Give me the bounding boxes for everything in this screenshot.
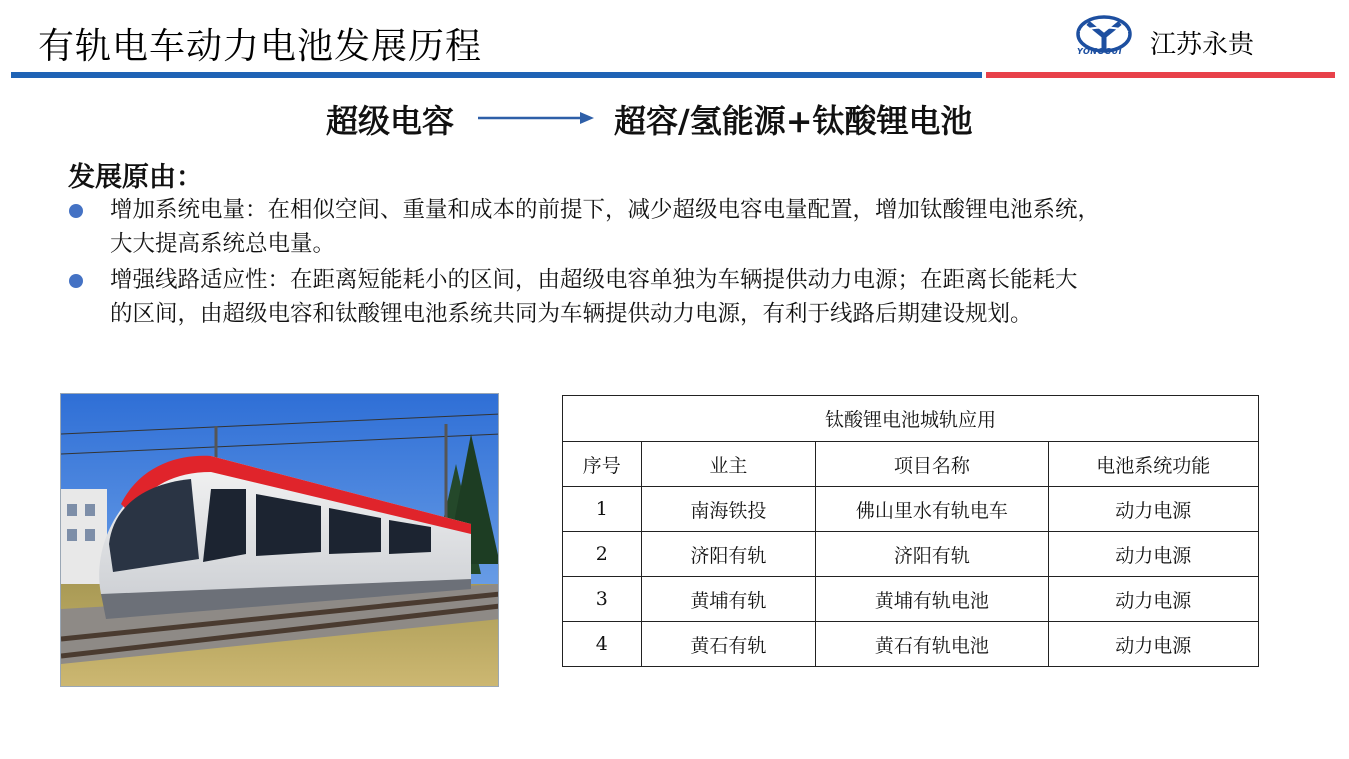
table-cell: 动力电源 [1048, 622, 1258, 667]
reason-item-2-line-2: 的区间，由超级电容和钛酸锂电池系统共同为车辆提供动力电源，有利于线路后期建设规划。 [110, 301, 1033, 327]
table-cell: 动力电源 [1048, 487, 1258, 532]
table-row [563, 622, 1259, 667]
table-cell: 济阳有轨 [816, 532, 1048, 577]
page-title: 有轨电车动力电池发展历程 [38, 26, 483, 67]
reason-item-2-line-1: 增强线路适应性：在距离短能耗小的区间，由超级电容单独为车辆提供动力电源；在距离长能耗大 [110, 267, 1078, 293]
bullet-dot-icon [69, 274, 83, 288]
column-header: 电池系统功能 [1048, 442, 1258, 487]
table-cell: 济阳有轨 [641, 532, 816, 577]
tram-photo [60, 393, 499, 687]
table-cell: 黄埔有轨 [641, 577, 816, 622]
title-underline-blue [11, 72, 982, 78]
table-cell: 3 [563, 577, 642, 622]
reasons-heading: 发展原由： [68, 162, 203, 193]
right-arrow-icon [478, 108, 594, 128]
table-cell: 1 [563, 487, 642, 532]
table-cell: 2 [563, 532, 642, 577]
table-row [563, 487, 1259, 532]
application-table [562, 395, 1259, 667]
bullet-dot-icon [69, 204, 83, 218]
flow-to: 超容/氢能源+钛酸锂电池 [614, 102, 973, 140]
title-underline-red [986, 72, 1335, 78]
table-cell: 黄石有轨电池 [816, 622, 1048, 667]
table-cell: 南海铁投 [641, 487, 816, 532]
column-header: 业主 [641, 442, 816, 487]
column-header: 序号 [563, 442, 642, 487]
table-cell: 4 [563, 622, 642, 667]
flow-from: 超级电容 [326, 102, 455, 140]
table-cell: 黄石有轨 [641, 622, 816, 667]
table-row [563, 577, 1259, 622]
table-cell: 佛山里水有轨电车 [816, 487, 1048, 532]
reason-item-1-line-2: 大大提高系统总电量。 [110, 231, 336, 257]
table-cell: 动力电源 [1048, 577, 1258, 622]
reason-item-1-line-1: 增加系统电量：在相似空间、重量和成本的前提下，减少超级电容电量配置，增加钛酸锂电池系统， [110, 197, 1101, 223]
column-header: 项目名称 [816, 442, 1048, 487]
brand-name: 江苏永贵 [1150, 30, 1255, 60]
table-cell: 动力电源 [1048, 532, 1258, 577]
table-cell: 黄埔有轨电池 [816, 577, 1048, 622]
table-caption: 钛酸锂电池城轨应用 [563, 396, 1259, 442]
table-row [563, 532, 1259, 577]
logo-wordmark: YONGGUI [1077, 47, 1123, 56]
